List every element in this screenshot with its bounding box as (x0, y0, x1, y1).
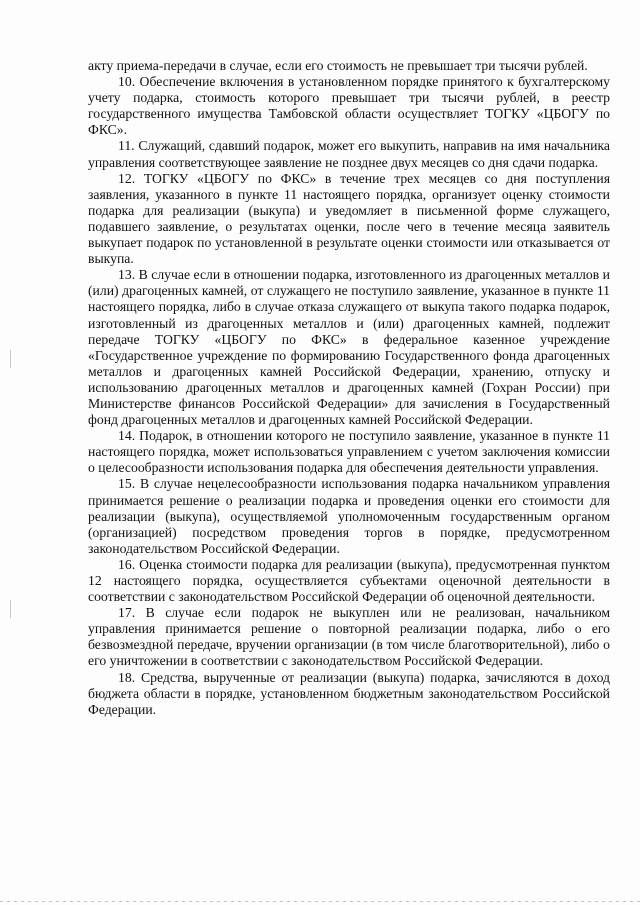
scan-margin-mark (10, 600, 11, 618)
paragraph-11: 11. Служащий, сдавший подарок, может его выкупить, направив на имя начальника управления соответствующее заявление не позднее двух месяцев со дня сдачи подарка. (88, 138, 610, 170)
paragraph-12: 12. ТОГКУ «ЦБОГУ по ФКС» в течение трех месяцев со дня поступления заявления, указанного в пункте 11 настоящего порядка, организует оценку стоимости подарка для реализации (выкупа) и уведомляет в письменной форме служащего, подавшего заявление, о результатах оценки, после чего в течение месяца заявитель выкупает подарок по установленной в результате оценки стоимости или отказывается от выкупа. (88, 170, 610, 267)
paragraph-15: 15. В случае нецелесообразности использования подарка начальником управления принимается решение о реализации подарка и проведения оценки его стоимости для реализации (выкупа), осуществляемой уполномоченным государственным органом (организацией) посредством проведения торгов в порядке, предусмотренном законодательством Российской Федерации. (88, 476, 610, 556)
paragraph-14: 14. Подарок, в отношении которого не поступило заявление, указанное в пункте 11 настоящего порядка, может использоваться управлением с учетом заключения комиссии о целесообразности использования подарка для обеспечения деятельности управления. (88, 428, 610, 476)
paragraph-18: 18. Средства, вырученные от реализации (выкупа) подарка, зачисляются в доход бюджета области в порядке, установленном бюджетным законодательством Российской Федерации. (88, 669, 610, 717)
scan-artifact-line (0, 901, 640, 902)
paragraph-continuation: акту приема-передачи в случае, если его стоимость не превышает три тысячи рублей. (88, 58, 588, 73)
paragraph-17: 17. В случае если подарок не выкуплен или не реализован, начальником управления принимается решение о повторной реализации подарка, либо о его безвозмездной передаче, вручении организации (в том числе благотворительной), либо о его уничтожении в соответствии с законодательством Российской Федерации. (88, 605, 610, 669)
scan-margin-mark (10, 350, 11, 368)
paragraph-16: 16. Оценка стоимости подарка для реализации (выкупа), предусмотренная пунктом 12 настоящего порядка, осуществляется субъектами оценочной деятельности в соответствии с законодательством Российской Федерации об оценочной деятельности. (88, 556, 610, 605)
paragraph-10: 10. Обеспечение включения в установленном порядке принятого к бухгалтерскому учету подарка, стоимость которого превышает три тысячи рублей, в реестр государственного имущества Тамбовской области осуществляет ТОГКУ «ЦБОГУ по ФКС». (88, 74, 610, 138)
document-body (88, 58, 610, 718)
paragraph-13: 13. В случае если в отношении подарка, изготовленного из драгоценных металлов и (или) драгоценных камней, от служащего не поступило заявление, указанное в пункте 11 настоящего порядка, либо в случае отказа служащего от выкупа такого подарка подарок, изготовленный из драгоценных металлов и (или) драгоценных камней, подлежит передаче ТОГКУ «ЦБОГУ по ФКС» в федеральное казенное учреждение «Государственное учреждение по формированию Государственного фонда драгоценных металлов и драгоценных камней Российской Федерации, хранению, отпуску и использованию драгоценных металлов и драгоценных камней (Гохран России) при Министерстве финансов Российской Федерации» для зачисления в Государственный фонд драгоценных металлов и драгоценных камней Российской Федерации. (88, 267, 610, 428)
